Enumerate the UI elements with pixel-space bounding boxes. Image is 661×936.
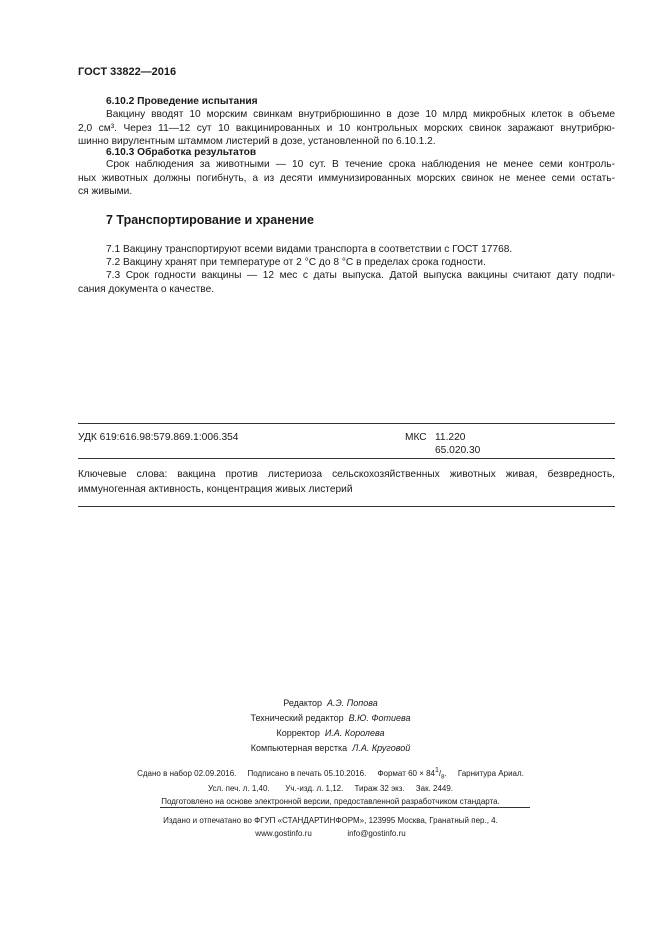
paragraph-line: ных животных должны погибнуть, а из десяти иммунизированных морских свинок не менее семи остать-: [78, 172, 615, 184]
order-number: Зак. 2449.: [415, 784, 454, 793]
section-6-10-3-body: [78, 158, 615, 199]
keywords-line: иммуногенная активность, концентрация живых листерий: [78, 484, 353, 495]
label: Редактор: [283, 698, 322, 708]
paragraph-line: ся живыми.: [78, 186, 133, 197]
paragraph-7-1: 7.1 Вакцину транспортируют всеми видами транспорта в соответствии с ГОСТ 17768.: [106, 244, 513, 255]
divider-line: [160, 807, 530, 808]
imprint-prepared: Подготовлено на основе электронной версии, предоставленной разработчиком стандарта.: [161, 797, 500, 806]
mks-code-2: 65.020.30: [435, 445, 481, 456]
keywords: [78, 467, 615, 497]
section-7-heading: 7 Транспортирование и хранение: [106, 213, 314, 227]
mks-label: МКС: [405, 432, 427, 443]
document-title: ГОСТ 33822—2016: [78, 66, 177, 78]
name: И.А. Королева: [324, 728, 385, 738]
paragraph-7-3: [78, 269, 615, 296]
imprint-publisher: Издано и отпечатано во ФГУП «СТАНДАРТИНФОРМ», 123995 Москва, Гранатный пер., 4.: [163, 816, 498, 825]
keywords-line: Ключевые слова: вакцина против листериоза сельскохозяйственных животных живая, безвредность,: [78, 469, 615, 480]
edit-sheets: Уч.-изд. л. 1,12.: [285, 784, 344, 793]
udk-code: УДК 619:616.98:579.869.1:006.354: [78, 432, 239, 443]
paragraph-line: 7.3 Срок годности вакцины — 12 мес с даты выпуска. Датой выпуска вакцины считают дату подпи-: [106, 270, 615, 281]
typeset-date: Сдано в набор 02.09.2016.: [137, 769, 237, 778]
imprint-layout: [0, 741, 661, 756]
label: Корректор: [276, 728, 320, 738]
imprint-editor: [0, 696, 661, 711]
name: Л.А. Круговой: [352, 743, 411, 753]
paragraph-line: шинно вирулентным штаммом листерий в дозе, установленной по 6.10.1.2.: [78, 136, 436, 147]
section-6-10-2-body: [78, 108, 615, 149]
section-6-10-2-heading: 6.10.2 Проведение испытания: [106, 96, 258, 107]
imprint-tech-editor: [0, 711, 661, 726]
signed-date: Подписано в печать 05.10.2016.: [247, 769, 367, 778]
paper-format: Формат $60 \times 84^1/_8$.: [377, 767, 447, 781]
section-6-10-3-heading: 6.10.3 Обработка результатов: [106, 147, 257, 158]
divider-line: [78, 506, 615, 507]
imprint-corrector: [0, 726, 661, 741]
name: А.Э. Попова: [327, 698, 378, 708]
label: Компьютерная верстка: [250, 743, 348, 753]
divider-line: [78, 423, 615, 424]
typeface: Гарнитура Ариал.: [457, 769, 524, 778]
name: В.Ю. Фотиева: [348, 713, 411, 723]
divider-line: [78, 458, 615, 459]
paragraph-line: Срок наблюдения за животными — 10 сут. В течение срока наблюдения не менее семи контроль-: [106, 159, 615, 170]
paragraph-line: 2,0 см³. Через 11—12 сут 10 вакцинированных и 10 контрольных морских свинок заражают внутрибрю-: [78, 122, 615, 134]
imprint-contacts: [0, 826, 661, 841]
paragraph-line: сания документа о качестве.: [78, 283, 215, 295]
website-link[interactable]: www.gostinfo.ru: [255, 829, 312, 838]
print-run: Тираж 32 экз.: [354, 784, 405, 793]
paragraph-line: Вакцину вводят 10 морским свинкам внутрибрюшинно в дозе 10 млрд микробных клеток в объеме: [106, 109, 615, 120]
mks-code-1: 11.220: [435, 432, 466, 443]
paragraph-7-2: 7.2 Вакцину хранят при температуре от 2 °С до 8 °С в пределах срока годности.: [106, 257, 486, 268]
label: Технический редактор: [250, 713, 344, 723]
print-sheets: Усл. печ. л. 1,40.: [207, 784, 270, 793]
email-link[interactable]: info@gostinfo.ru: [347, 829, 406, 838]
